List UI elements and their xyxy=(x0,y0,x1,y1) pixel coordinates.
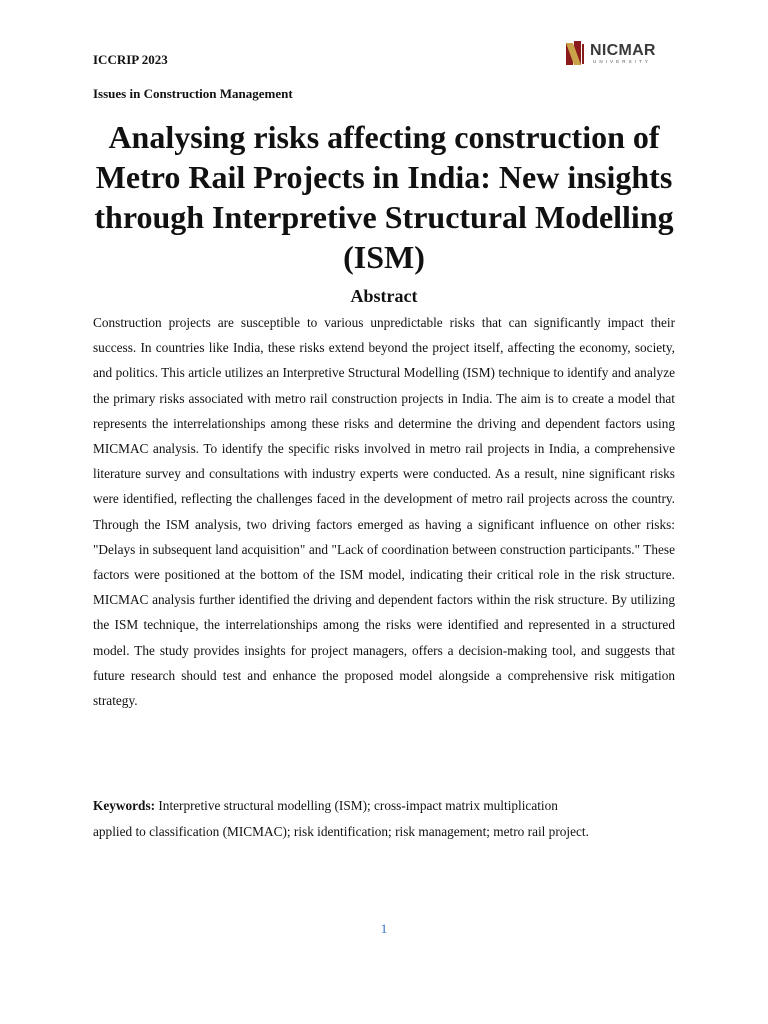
nicmar-logo-icon xyxy=(566,41,586,67)
conference-name: ICCRIP 2023 xyxy=(93,52,168,67)
paper-title: Analysing risks affecting construction of Metro Rail Projects in India: New insights through Interpretive Structural Modelling (ISM) xyxy=(94,119,674,275)
page-number: 1 xyxy=(380,921,388,936)
abstract-heading: Abstract xyxy=(350,286,418,306)
conference-track: Issues in Construction Management xyxy=(93,86,293,101)
logo-wordmark: NICMAR xyxy=(590,42,656,59)
logo-subtitle: UNIVERSITY xyxy=(593,59,652,64)
keywords-line-2: applied to classification (MICMAC); risk identification; risk management; metro rail project. xyxy=(93,824,589,839)
keywords-label: Keywords: xyxy=(93,798,156,813)
abstract-body: Construction projects are susceptible to various unpredictable risks that can significantly impact their success. In countries like India, these risks extend beyond the project itself, affecting the economy, society, and politics. This article utilizes an Interpretive Structural Modelling (ISM) technique to identify and analyze the primary risks associated with metro rail construction projects in India. The aim is to create a model that represents the interrelationships among these risks and determine the driving and dependent factors using MICMAC analysis. To identify the specific risks involved in metro rail projects in India, a comprehensive literature survey and consultations with industry experts were conducted. As a result, nine significant risks were identified, reflecting the challenges faced in the development of metro rail projects across the country. Through the ISM analysis, two driving factors emerged as having a significant influence on other risks: "Delays in subsequent land acquisition" and "Lack of coordination between construction participants." These factors were positioned at the bottom of the ISM model, indicating their critical role in the risk structure. MICMAC analysis further identified the driving and dependent factors within the risk structure. By utilizing the ISM technique, the interrelationships among the risks were identified and represented in a structured model. The study provides insights for project managers, offers a decision-making tool, and suggests that future research should test and enhance the proposed model alongside a comprehensive risk mitigation strategy. xyxy=(93,315,675,709)
keywords-line-1: Interpretive structural modelling (ISM); cross-impact matrix multiplication xyxy=(158,798,558,813)
keywords-block xyxy=(93,793,693,845)
nicmar-logo xyxy=(566,41,676,67)
